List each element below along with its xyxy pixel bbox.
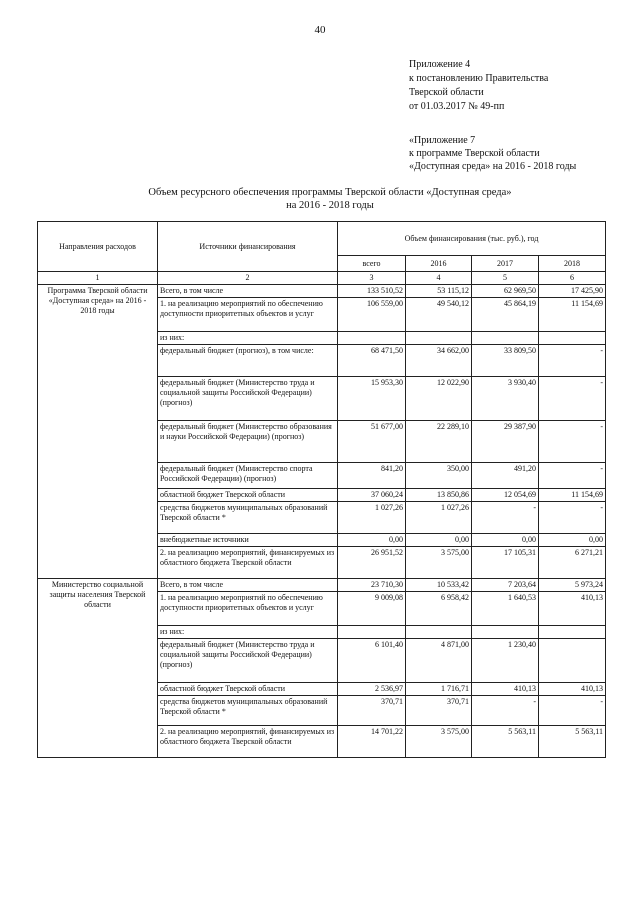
value-cell: 29 387,90: [472, 421, 539, 463]
value-cell: 4 871,00: [406, 639, 472, 683]
appendix-line: к постановлению Правительства: [409, 73, 549, 84]
value-cell: 6 958,42: [406, 592, 472, 626]
value-cell: 11 154,69: [539, 298, 606, 332]
value-cell: 1 027,26: [338, 502, 406, 534]
col-number: 2: [158, 272, 338, 285]
value-cell: 14 701,22: [338, 726, 406, 758]
appendix7-line: «Доступная среда» на 2016 - 2018 годы: [409, 161, 577, 172]
header-sources: Источники финансирования: [158, 222, 338, 272]
source-cell: средства бюджетов муниципальных образований Тверской области *: [158, 502, 338, 534]
value-cell: [338, 626, 406, 639]
value-cell: -: [539, 377, 606, 421]
value-cell: [406, 332, 472, 345]
header-direction: Направления расходов: [38, 222, 158, 272]
value-cell: 33 809,50: [472, 345, 539, 377]
source-cell: из них:: [158, 332, 338, 345]
title-line: на 2016 - 2018 годы: [286, 200, 374, 211]
value-cell: 350,00: [406, 463, 472, 489]
appendix-line: от 01.03.2017 № 49-пп: [409, 101, 505, 112]
value-cell: 34 662,00: [406, 345, 472, 377]
value-cell: [472, 332, 539, 345]
value-cell: 45 864,19: [472, 298, 539, 332]
value-cell: 13 850,86: [406, 489, 472, 502]
value-cell: 410,13: [539, 592, 606, 626]
value-cell: 11 154,69: [539, 489, 606, 502]
value-cell: -: [472, 502, 539, 534]
header-total: всего: [338, 256, 406, 272]
value-cell: 12 054,69: [472, 489, 539, 502]
value-cell: 0,00: [539, 534, 606, 547]
value-cell: 15 953,30: [338, 377, 406, 421]
source-cell: федеральный бюджет (Министерство образования и науки Российской Федерации) (прогноз): [158, 421, 338, 463]
appendix-header: [409, 58, 548, 114]
header-2016: 2016: [406, 256, 472, 272]
value-cell: 2 536,97: [338, 683, 406, 696]
source-cell: 1. на реализацию мероприятий по обеспечению доступности приоритетных объектов и услуг: [158, 592, 338, 626]
value-cell: 3 930,40: [472, 377, 539, 421]
appendix7-line: «Приложение 7: [409, 135, 476, 146]
value-cell: [539, 639, 606, 683]
col-number: 1: [38, 272, 158, 285]
value-cell: 370,71: [338, 696, 406, 726]
value-cell: 1 027,26: [406, 502, 472, 534]
source-cell: федеральный бюджет (прогноз), в том числе:: [158, 345, 338, 377]
source-cell: федеральный бюджет (Министерство труда и социальной защиты Российской Федерации) (прогноз): [158, 639, 338, 683]
source-cell: Всего, в том числе: [158, 285, 338, 298]
col-number: 6: [539, 272, 606, 285]
source-cell: средства бюджетов муниципальных образований Тверской области *: [158, 696, 338, 726]
value-cell: 22 289,10: [406, 421, 472, 463]
header-volume: Объем финансирования (тыс. руб.), год: [338, 222, 606, 256]
col-number: 4: [406, 272, 472, 285]
value-cell: -: [539, 502, 606, 534]
value-cell: 53 115,12: [406, 285, 472, 298]
document-title: [0, 186, 640, 212]
value-cell: 68 471,50: [338, 345, 406, 377]
value-cell: 37 060,24: [338, 489, 406, 502]
table-row: [38, 285, 606, 298]
value-cell: 3 575,00: [406, 547, 472, 579]
title-line: Объем ресурсного обеспечения программы Тверской области «Доступная среда»: [148, 187, 512, 198]
col-number: 5: [472, 272, 539, 285]
value-cell: 841,20: [338, 463, 406, 489]
value-cell: 23 710,30: [338, 579, 406, 592]
header-2018: 2018: [539, 256, 606, 272]
value-cell: 0,00: [338, 534, 406, 547]
value-cell: [539, 626, 606, 639]
value-cell: 491,20: [472, 463, 539, 489]
value-cell: 5 563,11: [472, 726, 539, 758]
value-cell: 5 563,11: [539, 726, 606, 758]
value-cell: 17 425,90: [539, 285, 606, 298]
source-cell: внебюджетные источники: [158, 534, 338, 547]
value-cell: 5 973,24: [539, 579, 606, 592]
appendix-line: Тверской области: [409, 87, 484, 98]
appendix7-line: к программе Тверской области: [409, 148, 540, 159]
value-cell: -: [539, 345, 606, 377]
value-cell: -: [539, 463, 606, 489]
header-2017: 2017: [472, 256, 539, 272]
value-cell: 9 009,08: [338, 592, 406, 626]
value-cell: 1 230,40: [472, 639, 539, 683]
page-number: 40: [314, 24, 326, 36]
value-cell: -: [539, 696, 606, 726]
value-cell: -: [539, 421, 606, 463]
value-cell: 26 951,52: [338, 547, 406, 579]
value-cell: [406, 626, 472, 639]
value-cell: 1 716,71: [406, 683, 472, 696]
value-cell: 3 575,00: [406, 726, 472, 758]
value-cell: [472, 626, 539, 639]
direction-cell: Министерство социальной защиты населения Тверской области: [38, 579, 158, 758]
direction-cell: Программа Тверской области «Доступная среда» на 2016 - 2018 годы: [38, 285, 158, 579]
source-cell: 2. на реализацию мероприятий, финансируемых из областного бюджета Тверской области: [158, 726, 338, 758]
source-cell: федеральный бюджет (Министерство труда и социальной защиты Российской Федерации) (прогноз): [158, 377, 338, 421]
value-cell: 62 969,50: [472, 285, 539, 298]
funding-table: [37, 221, 606, 758]
value-cell: 12 022,90: [406, 377, 472, 421]
table-row: [38, 579, 606, 592]
value-cell: -: [472, 696, 539, 726]
value-cell: 7 203,64: [472, 579, 539, 592]
value-cell: 6 271,21: [539, 547, 606, 579]
source-cell: 2. на реализацию мероприятий, финансируемых из областного бюджета Тверской области: [158, 547, 338, 579]
value-cell: 106 559,00: [338, 298, 406, 332]
value-cell: 6 101,40: [338, 639, 406, 683]
source-cell: областной бюджет Тверской области: [158, 489, 338, 502]
value-cell: 17 105,31: [472, 547, 539, 579]
value-cell: 49 540,12: [406, 298, 472, 332]
value-cell: 133 510,52: [338, 285, 406, 298]
value-cell: 410,13: [539, 683, 606, 696]
value-cell: 0,00: [406, 534, 472, 547]
value-cell: 0,00: [472, 534, 539, 547]
value-cell: [338, 332, 406, 345]
value-cell: 410,13: [472, 683, 539, 696]
col-number: 3: [338, 272, 406, 285]
source-cell: из них:: [158, 626, 338, 639]
source-cell: Всего, в том числе: [158, 579, 338, 592]
appendix7-header: [409, 134, 576, 173]
source-cell: федеральный бюджет (Министерство спорта Российской Федерации) (прогноз): [158, 463, 338, 489]
value-cell: 370,71: [406, 696, 472, 726]
appendix-line: Приложение 4: [409, 59, 471, 70]
value-cell: 10 533,42: [406, 579, 472, 592]
value-cell: 51 677,00: [338, 421, 406, 463]
source-cell: областной бюджет Тверской области: [158, 683, 338, 696]
table-body: [38, 285, 606, 758]
value-cell: 1 640,53: [472, 592, 539, 626]
value-cell: [539, 332, 606, 345]
source-cell: 1. на реализацию мероприятий по обеспечению доступности приоритетных объектов и услуг: [158, 298, 338, 332]
